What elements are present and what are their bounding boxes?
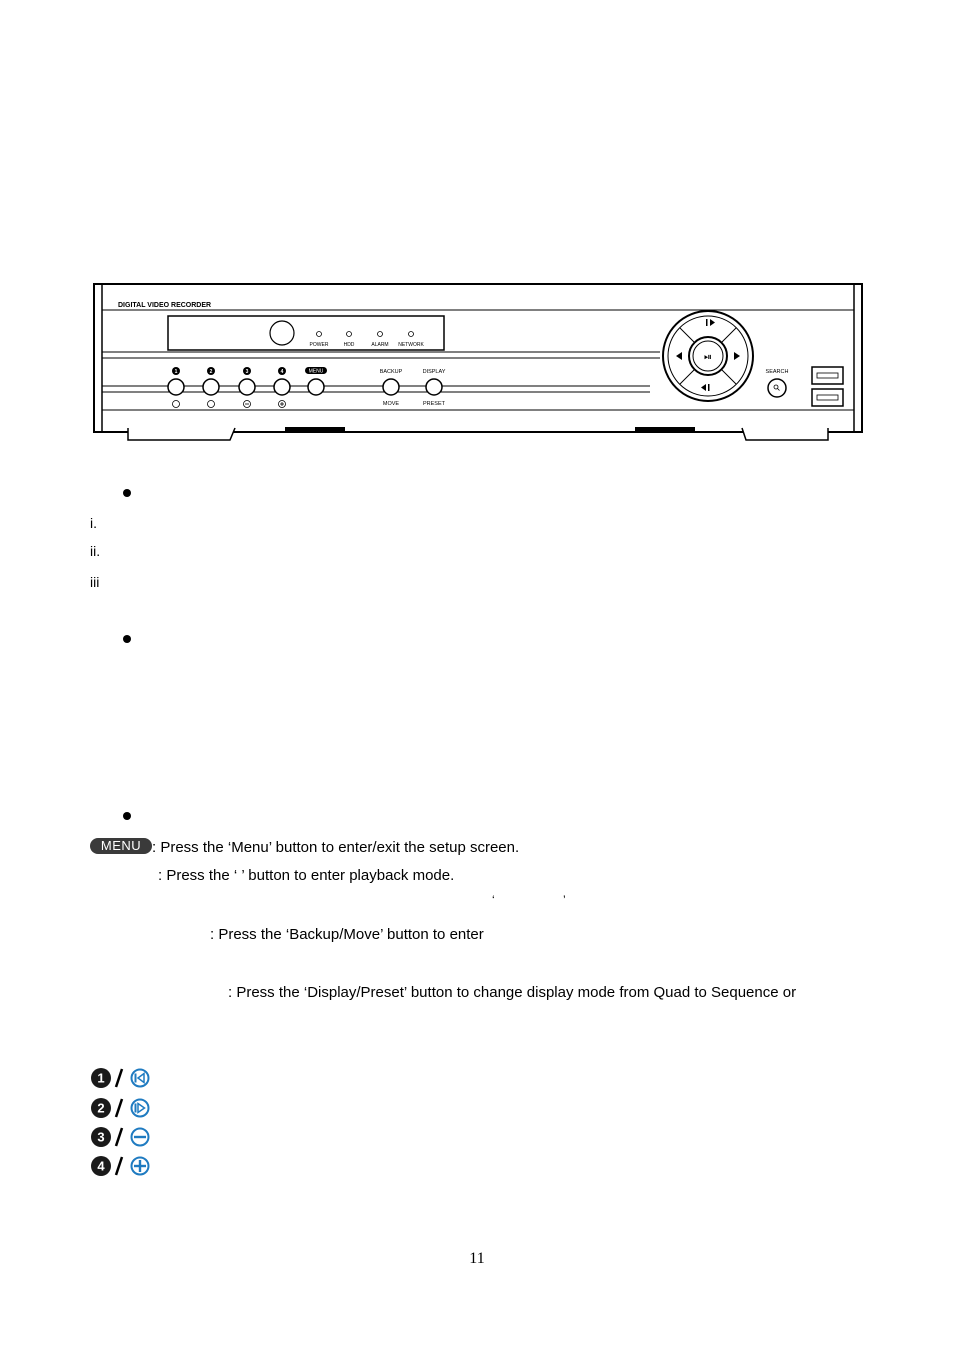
forward-icon [132, 1100, 149, 1117]
bullet-2 [123, 635, 131, 643]
svg-text:4: 4 [280, 369, 284, 375]
svg-text:MENU: MENU [308, 368, 324, 375]
roman-item-3: iii [90, 574, 100, 590]
rewind-icon [132, 1070, 149, 1087]
svg-text:SEARCH: SEARCH [765, 369, 789, 375]
usb-port-top [812, 367, 843, 384]
svg-text:MOVE: MOVE [382, 401, 400, 407]
page-number: 11 [469, 1250, 485, 1267]
svg-text:BACKUP: BACKUP [379, 369, 403, 375]
display-preset-button[interactable] [423, 369, 446, 407]
svg-text:HDD: HDD [343, 342, 355, 348]
usb-port-bottom [812, 389, 843, 406]
number-row-4 [90, 1156, 154, 1176]
backup-description: : Press the ‘Backup/Move’ button to enter [210, 926, 484, 943]
dvr-front-panel [90, 280, 866, 445]
svg-text:4: 4 [97, 1158, 105, 1174]
svg-text:DISPLAY: DISPLAY [422, 369, 446, 375]
svg-text:3: 3 [245, 369, 249, 375]
menu-description: : Press the ‘Menu’ button to enter/exit the setup screen. [152, 839, 520, 856]
svg-text:NETWORK: NETWORK [398, 342, 424, 348]
number-row-3 [90, 1127, 154, 1147]
svg-text:3: 3 [97, 1129, 105, 1145]
svg-text:2: 2 [209, 369, 213, 375]
number-row-1 [90, 1068, 154, 1088]
minus-icon [132, 1129, 149, 1146]
display-description: : Press the ‘Display/Preset’ button to change display mode from Quad to Sequence or [228, 984, 797, 1001]
svg-text:1: 1 [174, 369, 178, 375]
svg-text:ALARM: ALARM [371, 342, 389, 348]
number-row-2 [90, 1098, 154, 1118]
quote-close: ’ [563, 893, 566, 907]
search-description: : Press the ‘ ’ button to enter playback mode. [158, 867, 455, 884]
roman-item-1: i. [90, 515, 97, 531]
svg-text:⏯: ⏯ [704, 352, 712, 363]
dvr-brand-label: DIGITAL VIDEO RECORDER [118, 302, 212, 309]
roman-item-2: ii. [90, 543, 101, 559]
svg-text:POWER: POWER [309, 342, 329, 348]
quote-open: ‘ [492, 893, 495, 907]
svg-text:PRESET: PRESET [422, 401, 446, 407]
bullet-1 [123, 489, 131, 497]
search-button[interactable] [766, 369, 789, 397]
plus-icon [132, 1158, 149, 1175]
svg-text:2: 2 [97, 1100, 105, 1116]
svg-text:1: 1 [97, 1070, 105, 1086]
ir-receiver [270, 321, 294, 345]
bullet-3 [123, 812, 131, 820]
navigation-ring[interactable] [663, 311, 753, 401]
menu-badge-icon: MENU [90, 838, 152, 854]
